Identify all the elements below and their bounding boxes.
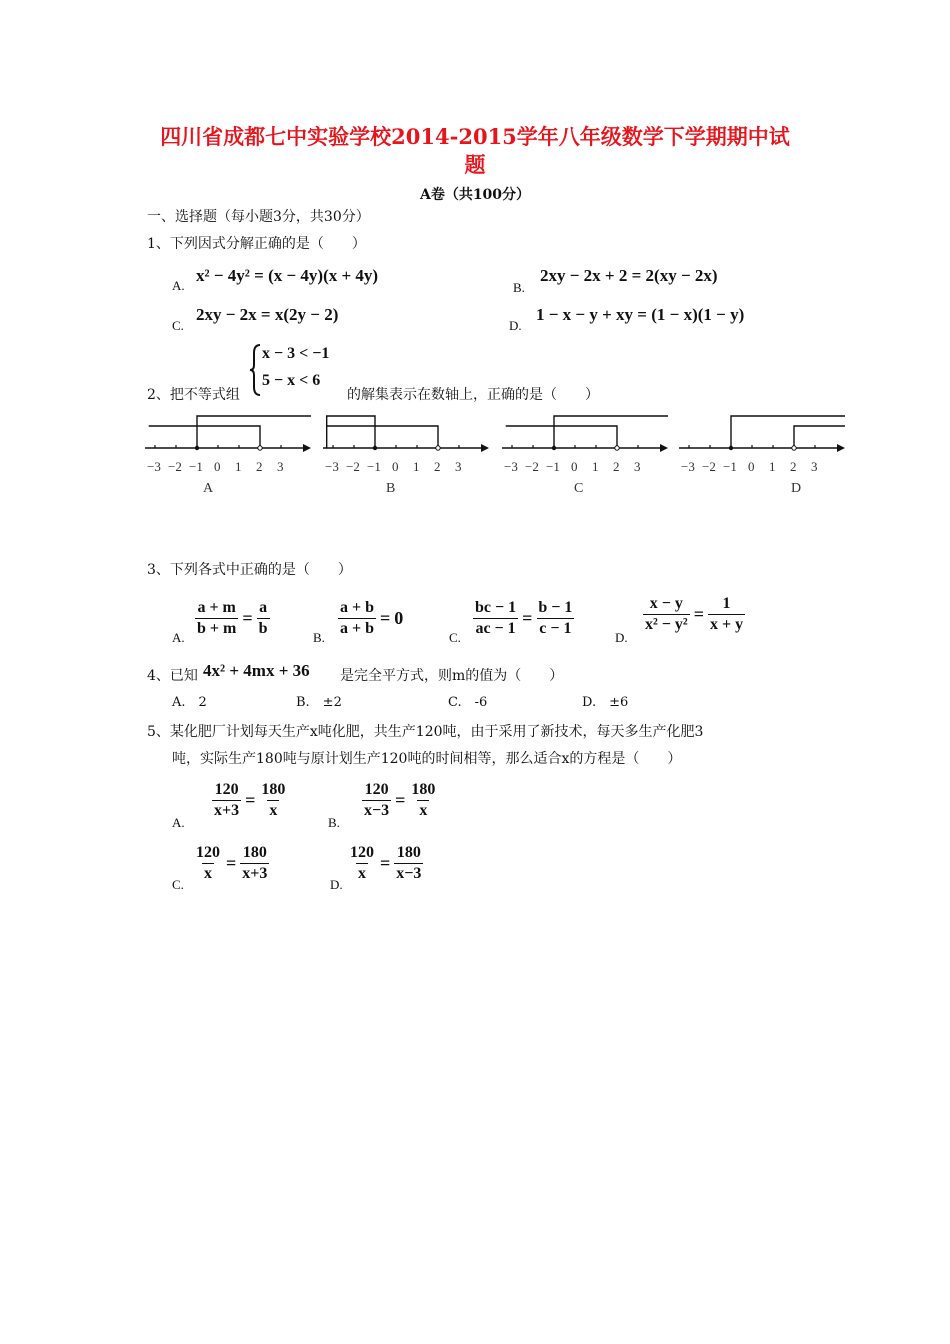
q3c-rhs-fraction [536, 598, 574, 639]
q2-inequality-1: x − 3 < −1 [262, 345, 330, 362]
tick-label: −3 [147, 459, 161, 474]
q5c-rhs-fraction [240, 843, 269, 884]
number-line-a [145, 408, 313, 460]
tick-label: 2 [613, 459, 620, 474]
tick-label: 3 [811, 459, 818, 474]
q3-stem: 3、下列各式中正确的是（ ） [147, 562, 352, 578]
q4-option-c: C. -6 [448, 695, 488, 710]
q2-suffix: 的解集表示在数轴上，正确的是（ ） [347, 387, 599, 403]
solution-bracket-upper [554, 416, 668, 448]
tick-label: 2 [790, 459, 797, 474]
q1-label-b: B. [513, 280, 525, 295]
q5b-rhs-fraction [409, 780, 437, 821]
q3-label-b: B. [313, 630, 325, 645]
denominator: x [204, 865, 212, 882]
solution-bracket-lower [506, 426, 617, 448]
tick-label: 1 [592, 459, 599, 474]
denominator: b + m [197, 620, 237, 637]
tick-label: 0 [748, 459, 755, 474]
q4-option-a: A. 2 [172, 695, 207, 710]
tick-label: 2 [434, 459, 441, 474]
tick-label: −2 [168, 459, 182, 474]
q1-label-c: C. [172, 318, 184, 333]
numerator: bc − 1 [475, 599, 517, 616]
q3b-rhs: 0 [394, 608, 404, 628]
numerator: 180 [396, 844, 421, 861]
q5-option-a: $\frac{120}{x+3}$ = $\frac{180}{x}$ [214, 781, 286, 819]
solution-bracket-upper [731, 416, 845, 448]
q5-label-b: B. [328, 815, 340, 830]
axis-arrow [481, 444, 489, 452]
number-line-label: A [203, 481, 214, 496]
numerator: 180 [411, 781, 436, 798]
q5c-lhs-fraction [194, 843, 222, 884]
section-heading: 一、选择题（每小题3分，共30分） [147, 209, 370, 225]
q1-label-a: A. [172, 278, 185, 293]
axis-arrow [303, 444, 311, 452]
denominator: ac − 1 [475, 620, 516, 637]
q4-option-d: D. ±6 [582, 695, 629, 710]
solution-bracket-lower [149, 426, 260, 448]
tick-label: 0 [214, 459, 221, 474]
tick-label: −3 [325, 459, 339, 474]
solution-bracket-lower [327, 426, 438, 448]
endpoint-dot [615, 446, 619, 450]
q3-label-d: D. [615, 630, 628, 645]
endpoint-dot [436, 446, 440, 450]
q1-option-b: 2xy − 2x + 2 = 2(xy − 2x) [540, 266, 718, 285]
q3-label-c: C. [449, 630, 461, 645]
q3-option-d: $\frac{x - y}{\text{x² − y²}}$ = $\frac{1}{x + y}$ [645, 595, 744, 633]
endpoint-dot [258, 446, 262, 450]
endpoint-dot [729, 446, 733, 450]
numerator: x − y [649, 595, 683, 612]
q5-stem-line2: 吨，实际生产180吨与原计划生产120吨的时间相等，那么适合x的方程是（ ） [172, 751, 682, 767]
numerator: a [259, 599, 268, 616]
endpoint-dot [792, 446, 796, 450]
q4-suffix: 是完全平方式，则m的值为（ ） [340, 668, 564, 684]
solution-bracket-upper [197, 416, 311, 448]
q5-label-a: A. [172, 815, 185, 830]
tick-label: −3 [504, 459, 518, 474]
q5-option-c: $\frac{120}{x}$ = $\frac{180}{x+3}$ [196, 844, 268, 882]
tick-label: 0 [392, 459, 399, 474]
q1-option-d: 1 − x − y + xy = (1 − x)(1 − y) [536, 305, 745, 324]
numerator: b − 1 [538, 599, 573, 616]
numerator: 120 [196, 844, 220, 861]
tick-label: −2 [525, 459, 539, 474]
denominator: x [419, 802, 428, 819]
numerator: 120 [214, 781, 239, 798]
tick-label: −2 [346, 459, 360, 474]
q3c-lhs-fraction [473, 598, 518, 639]
q1-option-c: 2xy − 2x = x(2y − 2) [196, 305, 339, 324]
endpoint-dot [373, 446, 377, 450]
q5d-lhs-fraction [348, 843, 376, 884]
denominator: x [269, 802, 278, 819]
numerator: 180 [242, 844, 267, 861]
numerator: a + m [197, 599, 236, 616]
q5-label-c: C. [172, 877, 184, 892]
tick-label: −1 [546, 459, 560, 474]
tick-label: −3 [681, 459, 695, 474]
denominator: x−3 [364, 802, 390, 819]
q5b-lhs-fraction [362, 780, 391, 821]
axis-arrow [837, 444, 845, 452]
paper-subtitle: A卷（共100分） [419, 187, 531, 203]
q5d-rhs-fraction [394, 843, 423, 884]
q5-stem-line1: 5、某化肥厂计划每天生产x吨化肥，共生产120吨，由于采用了新技术，每天多生产化肥3 [147, 724, 704, 740]
q3-option-b: $\frac{a + b}{a + b}$ = 0 [340, 599, 404, 637]
q3-label-a: A. [172, 630, 185, 645]
tick-label: 3 [455, 459, 462, 474]
tick-label: 3 [634, 459, 641, 474]
numerator: a + b [340, 599, 375, 616]
denominator: c − 1 [539, 620, 572, 637]
tick-label: 1 [769, 459, 776, 474]
q3a-rhs-fraction [257, 598, 270, 639]
axis-arrow [660, 444, 668, 452]
denominator: x+3 [214, 802, 240, 819]
denominator: x [358, 865, 366, 882]
q1-label-d: D. [509, 318, 522, 333]
q5-option-b: $\frac{120}{x-3}$ = $\frac{180}{x}$ [364, 781, 436, 819]
q5a-rhs-fraction [259, 780, 287, 821]
tick-label: −1 [723, 459, 737, 474]
tick-label: −1 [189, 459, 203, 474]
q4-option-b: B. ±2 [296, 695, 342, 710]
endpoint-dot [195, 446, 199, 450]
q3-option-a: $\frac{a + m}{b + m}$ = $\frac{a}{b}$ [197, 599, 268, 637]
q3-option-c: $\frac{bc - 1}{ac - 1}$ = $\frac{b - 1}{c - 1}$ [475, 599, 573, 637]
tick-label: −1 [367, 459, 381, 474]
q3b-lhs-fraction [338, 598, 376, 639]
number-line-d [679, 408, 847, 460]
denominator: b [258, 620, 268, 637]
tick-label: −2 [702, 459, 716, 474]
number-line-c [502, 408, 670, 460]
numerator: 120 [364, 781, 389, 798]
denominator: x + y [709, 616, 744, 633]
endpoint-dot [552, 446, 556, 450]
q2-prefix: 2、把不等式组 [147, 387, 240, 403]
number-line-label: B [386, 481, 396, 496]
denominator: x+3 [242, 865, 268, 882]
q3a-lhs-fraction [195, 598, 238, 639]
q1-option-a: x² − 4y² = (x − 4y)(x + 4y) [196, 266, 379, 285]
tick-label: 3 [277, 459, 284, 474]
q4-expression: 4x² + 4mx + 36 [203, 661, 310, 680]
denominator: a + b [340, 620, 375, 637]
denominator: x² − y² [645, 616, 688, 633]
tick-label: 0 [571, 459, 578, 474]
page-title-line2: 题 [464, 152, 486, 177]
q4-prefix: 4、已知 [147, 668, 198, 684]
q3d-lhs-fraction [643, 594, 690, 635]
tick-label: 2 [256, 459, 263, 474]
tick-label: 1 [413, 459, 420, 474]
q5-label-d: D. [330, 877, 343, 892]
numerator: 120 [350, 844, 374, 861]
number-line-b [323, 408, 491, 460]
tick-label: 1 [235, 459, 242, 474]
q1-stem: 1、下列因式分解正确的是（ ） [147, 236, 366, 252]
q5a-lhs-fraction [212, 780, 241, 821]
q3d-rhs-fraction [708, 594, 745, 635]
number-line-label: C [574, 481, 584, 496]
number-line-label: D [791, 481, 802, 496]
solution-bracket-upper [327, 416, 375, 448]
q2-inequality-2: 5 − x < 6 [262, 372, 321, 389]
page-title-line1: 四川省成都七中实验学校2014-2015学年八年级数学下学期期中试 [160, 124, 790, 149]
denominator: x−3 [396, 865, 422, 882]
q2-system-brace [248, 343, 262, 397]
numerator: 180 [261, 781, 286, 798]
numerator: 1 [722, 595, 731, 612]
q5-option-d: $\frac{120}{x}$ = $\frac{180}{x-3}$ [350, 844, 422, 882]
